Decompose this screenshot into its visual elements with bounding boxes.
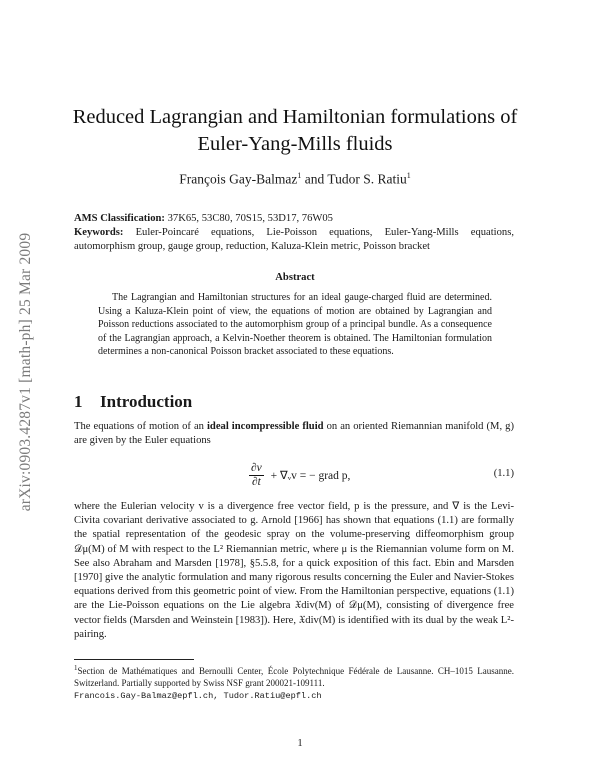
keywords-value: Euler-Poincaré equations, Lie-Poisson equations, Euler-Yang-Mills equations, automorphism group, gauge group, reduction, Kaluza-Klein metric, Poisson bracket: [74, 227, 514, 252]
author-2-mark: 1: [406, 171, 411, 180]
p1-text-a: The equations of motion of an: [74, 421, 207, 432]
abstract-heading: Abstract: [275, 272, 315, 283]
p1-text-b: on an oriented Riemannian manifold (M, g) are given by the Euler equations: [74, 421, 517, 447]
footnote-mark: 1: [74, 664, 78, 672]
paper-title: [62, 104, 528, 158]
ams-value: 37K65, 53C80, 70S15, 53D17, 76W05: [167, 213, 333, 224]
title-line-1: Reduced Lagrangian and Hamiltonian formulations of: [72, 106, 518, 128]
keywords: [74, 226, 514, 254]
authors: [62, 171, 528, 188]
equation-denominator: ∂t: [251, 475, 261, 488]
ams-classification: [74, 212, 514, 226]
equation-label: (1.1): [493, 468, 514, 479]
footnote-text: Section de Mathématiques and Bernoulli Center, École Polytechnique Fédérale de Lausanne. CH–1015 Lausanne. Switzerland. Partially supported by Swiss NSF grant 200021-109111.: [74, 666, 514, 688]
footnote-rule: [74, 659, 194, 660]
intro-paragraph-1: [74, 420, 517, 448]
ams-label: AMS Classification:: [74, 213, 165, 224]
page-number: 1: [297, 738, 303, 749]
paper-metadata: [74, 212, 514, 254]
footnote: [74, 662, 514, 702]
p1-emphasis: ideal incompressible fluid: [206, 421, 324, 432]
equation-rest: + ∇ᵥv = − grad p,: [267, 470, 351, 482]
arxiv-stamp-text: arXiv:0903.4287v1 [math-ph] 25 Mar 2009: [17, 232, 34, 512]
footnote-emails: Francois.Gay-Balmaz@epfl.ch, Tudor.Ratiu@epfl.ch: [74, 691, 322, 701]
p2-text: where the Eulerian velocity v is a divergence free vector field, p is the pressure, and ∇ is the Levi-Civita covariant derivative associated to g. Arnold [1966] has shown that equations (1.1) are formally the spatial representation of the geodesic spray on the volume-preserving diffeomorphism group 𝒟μ(M) of M with respect to the L² Riemannian metric, where μ is the Riemannian volume form on M. See also Abraham and Marsden [1978], §5.5.8, for a quick exposition of this fact. Ebin and Marsden [1970] give the analytic formulation and many rigorous results concerning the Euler and Navier-Stokes equations derived from this geometric point of view. From the Hamiltonian perspective, equations (1.1) are the Lie-Poisson equations on the Lie algebra 𝔛div(M) of 𝒟μ(M), consisting of divergence free vector fields (Marsden and Weinstein [1983]). Here, 𝔛div(M) is identified with its dual by the weak L²-pairing.: [74, 501, 514, 640]
intro-paragraph-2: [74, 500, 514, 642]
author-2: Tudor S. Ratiu: [327, 171, 407, 187]
author-1-mark: 1: [297, 171, 302, 180]
author-1: François Gay-Balmaz: [179, 171, 298, 187]
keywords-label: Keywords:: [74, 227, 124, 238]
equation-math: [249, 458, 350, 492]
section-number: 1: [74, 392, 83, 411]
title-line-2: Euler-Yang-Mills fluids: [197, 133, 393, 155]
equation-1-1: [74, 458, 514, 492]
author-separator: and: [301, 171, 328, 187]
section-title: Introduction: [100, 392, 193, 411]
arxiv-stamp: [14, 182, 38, 562]
equation-fraction: [249, 462, 264, 489]
section-heading: [74, 392, 192, 412]
equation-numerator: ∂v: [251, 461, 262, 474]
abstract-text: The Lagrangian and Hamiltonian structures for an ideal gauge-charged fluid are determined. Using a Kaluza-Klein point of view, the equations of motion are obtained by Lagrangian and Poisson reductions associated to the automorphism group of a principal bundle. As a consequence of the Lagrangian approach, a Kelvin-Noether theorem is obtained. The Hamiltonian formulation determines a non-canonical Poisson bracket associated to these equations.: [98, 292, 492, 358]
